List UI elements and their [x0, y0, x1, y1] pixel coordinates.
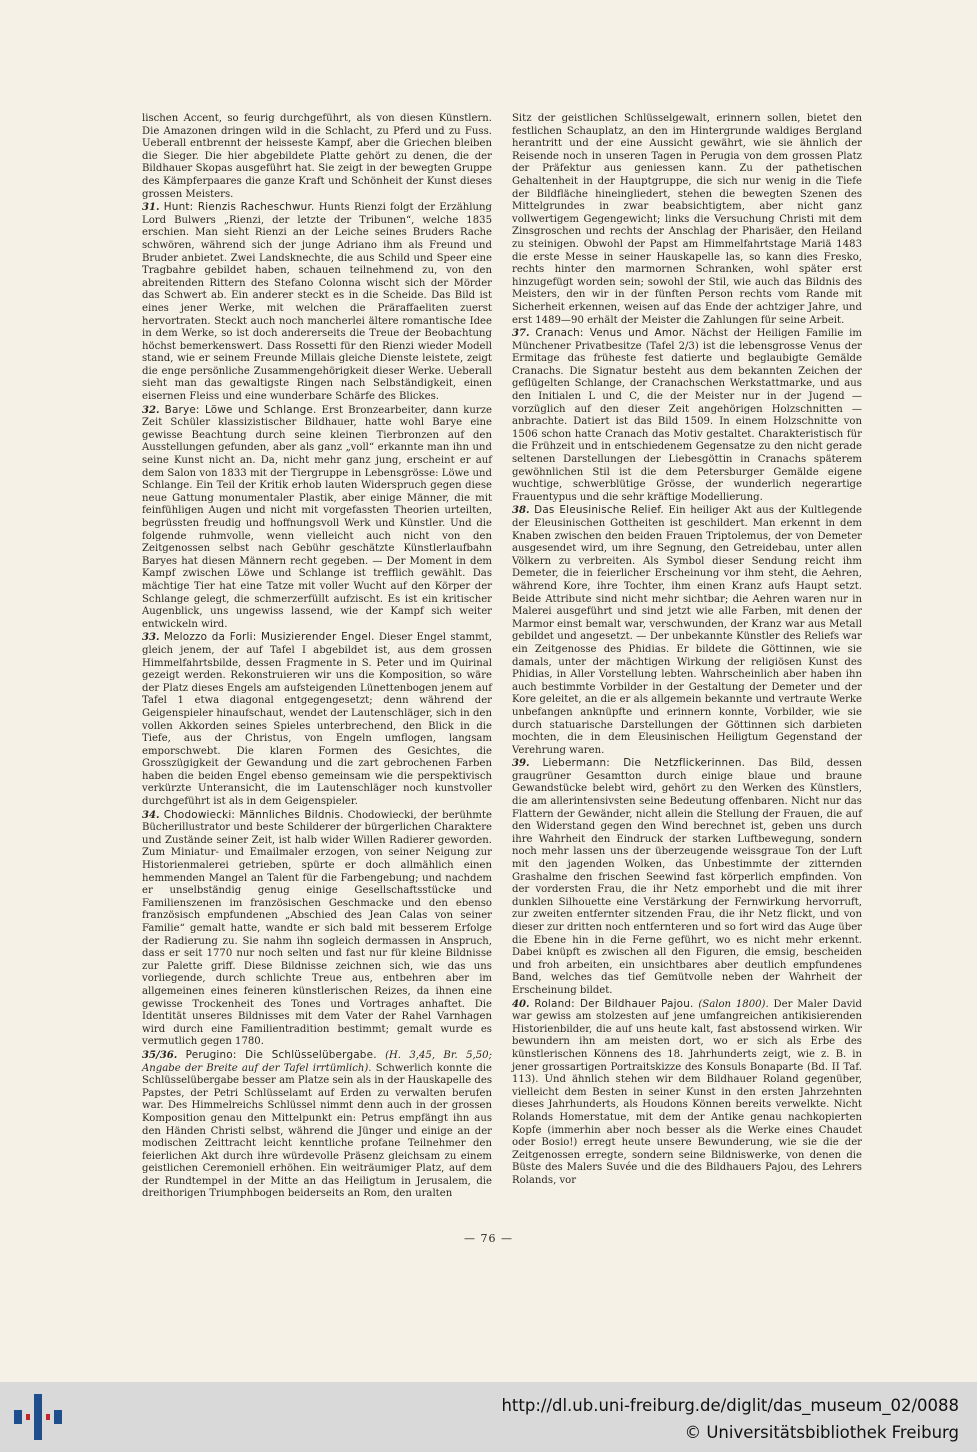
entry-heading: Hunt: Rienzis Racheschwur.: [163, 201, 315, 214]
entry-text: Der Maler David war gewiss am stolzesten auf jene umfangreichen antikisierenden Historienbilder, die auf uns heute kalt, fast abstossend wirken. Wir bewundern ihn am meisten dort, wo er sich als Erbe des künstlerischen Könnens des 18. Jahrhunderts zeigt, wie z. B. in jener grossartigen Portraitskizze des Konsuls Bonaparte (Bd. II Taf. 113). Und ähnlich stehen wir dem Bildhauer Roland gegenüber, vielleicht dem Besten in seiner Kunst in den ersten Jahrzehnten dieses Jahrhunderts, als Houdons Können bereits verwelkte. Nicht Rolands Homerstatue, mit dem der Antike genau nachkopierten Kopfe (immerhin aber noch besser als die Werke eines Chaudet oder Bosio!) erregt heute unsere Bewunderung, wie sie die der Zeitgenossen erregte, sondern seine Bildniswerke, von denen die Büste des Malers Suvée und die des Bildhauers Pajou, des Lehrers Rolands, vor: [512, 998, 862, 1186]
entry-number: 32.: [142, 404, 160, 416]
catalog-entry: [142, 404, 492, 632]
entry-heading: Das Eleusinische Relief.: [534, 504, 664, 517]
catalog-entry: [142, 631, 492, 808]
entry-meta: (H. 3,45, Br. 5,50; Angabe der Breite auf der Tafel irrtümlich).: [142, 1049, 492, 1074]
footer-bar: [0, 1382, 977, 1452]
entry-text: Nächst der Heiligen Familie im Münchener Privatbesitze (Tafel 2/3) ist die lebensgrosse Venus der Ermitage das früheste fest datierte und beglaubigte Gemälde Cranachs. Die Signatur besteht aus dem bekannten Zeichen der geflügelten Schlange, der Cranachschen Werkstattmarke, und aus den Initialen L und C, die der Meister nur in der Jugend — vorzüglich auf den dieser Zeit angehörigen Holzschnitten — anbrachte. Datiert ist das Bild 1509. In einem Holzschnitte von 1506 schon hatte Cranach das Motiv gestaltet. Charakteristisch für die Frühzeit und in entschiedenem Gegensatze zu den nicht gerade seltenen Darstellungen der Liebesgöttin in Cranachs späterem gewöhnlichen Stil ist die dem Petersburger Gemälde eigene wuchtige, schwerblütige Grösse, der wunderlich negerartige Frauentypus und die sehr kräftige Modellierung.: [512, 328, 862, 503]
left-intro-text: lischen Accent, so feurig durchgeführt, als von diesen Künstlern. Die Amazonen dringen wild in die Schlacht, zu Pferd und zu Fuss. Ueberall entbrennt der heisseste Kampf, aber die Griechen bleiben die Sieger. Die hier abgebildete Platte gehört zu denen, die der Bildhauer Skopas ausgeführt hat. Sie zeigt in der bewegten Gruppe des Kämpferpaares die ganze Kraft und Schönheit der Kunst dieses grossen Meisters.: [142, 113, 492, 200]
left-entries: [142, 201, 492, 1201]
entry-meta: (Salon 1800).: [698, 998, 769, 1010]
entry-text: Dieser Engel stammt, gleich jenem, der auf Tafel I abgebildet ist, aus dem grossen Himmelfahrtsbilde, dessen Fragmente in S. Peter und im Quirinal gezeigt werden. Rekonstruieren wir uns die Komposition, so wäre der Platz dieses Engels am aufsteigenden Lünettenbogen jenem auf Tafel 1 etwa diagonal entgegengesetzt; denn während der Geigenspieler hinaufschaut, wendet der Lautenschläger, sich in den vollen Akkorden seines Spieles unterbrechend, den Blick in die Tiefe, aus der Christus, von Engeln umflogen, langsam emporschwebt. Die klaren Formen des Gesichtes, die Grosszügigkeit der Gewandung und die zart gebrochenen Farben haben die beiden Engel ebenso gemeinsam wie die perspektivisch verkürzte Unteransicht, die im Lautenschläger noch kunstvoller durchgeführt ist als in dem Geigenspieler.: [142, 632, 492, 808]
entry-number: 35/36.: [142, 1049, 178, 1061]
copyright-text: © Universitätsbibliothek Freiburg: [684, 1423, 959, 1442]
entry-number: 34.: [142, 809, 160, 821]
entry-number: 38.: [512, 505, 530, 517]
catalog-entry: [512, 998, 862, 1188]
entry-text: Hunts Rienzi folgt der Erzählung Lord Bulwers „Rienzi, der letzte der Tribunen“, welche 1835 erschien. Man sieht Rienzi an der Leiche seines Bruders Rache schwören, während sich der junge Adriano ihm als Freund und Bruder anbietet. Zwei Landsknechte, die aus Schild und Speer eine Tragbahre gebildet haben, schauen teilnehmend zu, von den abreitenden Rittern des Stefano Colonna wischt sich der Mörder das Schwert ab. Ein anderer steckt es in die Scheide. Das Bild ist eines jener Werke, mit welchen die Präraffaeliten zuerst hervortraten. Steckt auch noch mancherlei ältere romantische Idee in dem Werke, so ist doch andererseits die Treue der Beobachtung höchst bemerkenswert. Dass Rossetti für den Rienzi wieder Modell stand, wie er seinem Freunde Millais gleiche Dienste leistete, zeigt die enge persönliche Zusammengehörigkeit dieser Werke. Ueberall sieht man das gewaltigste Ringen nach Selbständigkeit, einen eisernen Fleiss und eine wunderbare Schärfe des Blickes.: [142, 202, 492, 403]
entry-number: 37.: [512, 328, 530, 340]
right-intro-text: Sitz der geistlichen Schlüsselgewalt, erinnern sollen, bietet den festlichen Schauplatz, an den im Hintergrunde waldiges Bergland herantritt und der eine Aussicht gewährt, wie sie ähnlich der Reisende noch in unseren Tagen in Perugia von dem grossen Platz der Präfektur aus geniessen kann. Zu der pathetischen Gehaltenheit in der Hauptgruppe, die sich nur wenig in die Tiefe der Bildfläche hineingliedert, stehen die bewegten Szenen des Mittelgrundes in zwar beabsichtigtem, aber nicht ganz vollwertigem Gegengewicht; links die Versuchung Christi mit dem Zinsgroschen und rechts der Anschlag der Pharisäer, den Heiland zu steinigen. Obwohl der Papst am Himmelfahrtstage Mariä 1483 die erste Messe in seiner Hauskapelle las, so kann dies Fresko, rechts hinter den marmornen Schranken, wohl später erst hinzugefügt worden sein; sowohl der Stil, wie auch das Bildnis des Meisters, den wir in der fünften Person rechts vom Rande mit Sicherheit erkennen, weisen auf das Ende der achtziger Jahre, und erst 1489—90 erhält der Meister die Zahlungen für seine Arbeit.: [512, 113, 862, 326]
page-number: — 76 —: [464, 1232, 513, 1245]
catalog-entry: [142, 1049, 492, 1201]
entry-heading: Barye: Löwe und Schlange.: [164, 403, 317, 416]
entry-number: 40.: [512, 998, 530, 1010]
entry-text: Ein heiliger Akt aus der Kultlegende der Eleusinischen Gottheiten ist geschildert. Man erkennt in dem Knaben zwischen den beiden Frauen Triptolemus, der von Demeter ausgesendet wird, um ihre Segnung, den Getreidebau, unter allen Völkern zu verbreiten. Als Symbol dieser Sendung reicht ihm Demeter, die in feierlicher Erscheinung vor ihm steht, die Aehren, während Kore, ihre Tochter, ihm einen Kranz aufs Haupt setzt. Beide Attribute sind nicht mehr sichtbar; die Aehren waren nur in Malerei ausgeführt und sind jetzt wie alle Farben, mit denen der Marmor einst bemalt war, verschwunden, der Kranz war aus Metall gebildet und angesetzt. — Der unbekannte Künstler des Reliefs war ein Zeitgenosse des Phidias. Er bildete die Göttinnen, wie sie damals, unter der mächtigen Wirkung der religiösen Kunst des Phidias, in Aller Vorstellung lebten. Wahrscheinlich aber haben ihn auch bestimmte Vorbilder in der Gestaltung der Demeter und der Kore geleitet, an die er als allgemein bekannte und vertraute Werke unbefangen anknüpfte und erinnern konnte, Vorbilder, wie sie durch statuarische Darstellungen der Göttinnen sich darbieten mochten, die in dem Eleusinischen Heiligtum Gegenstand der Verehrung waren.: [512, 505, 863, 756]
right-column: [512, 113, 862, 1187]
catalog-entry: [512, 757, 862, 997]
ub-freiburg-logo-icon[interactable]: [14, 1394, 62, 1440]
catalog-entry: [512, 504, 862, 757]
catalog-entry: [142, 201, 492, 404]
catalog-entry: [512, 327, 862, 504]
entry-heading: Roland: Der Bildhauer Pajou.: [534, 997, 694, 1010]
left-column: [142, 113, 492, 1201]
entry-number: 33.: [142, 632, 160, 644]
entry-number: 39.: [512, 758, 530, 770]
entry-heading: Melozzo da Forli: Musizierender Engel.: [163, 631, 375, 644]
entry-heading: Chodowiecki: Männliches Bildnis.: [163, 808, 344, 821]
source-url-link[interactable]: http://dl.ub.uni-freiburg.de/diglit/das_museum_02/0088: [501, 1396, 959, 1415]
entry-text: Schwerlich konnte die Schlüsselübergabe besser am Platze sein als in der Hauskapelle des Papstes, der Petri Schlüsselamt auf Erden zu verwalten berufen war. Des Himmelreichs Schlüssel nimmt denn auch in der grossen Komposition genau den Mittelpunkt ein: Petrus empfängt ihn aus den Händen Christi selbst, während die Jünger und einige an der modischen Zeittracht leicht kenntliche profane Teilnehmer den feierlichen Akt durch ihre würdevolle Präsenz gleichsam zu einem geistlichen Ceremoniell erhöhen. Ein weiträumiger Platz, auf dem der Rundtempel in der Mitte an das Heiligtum in Jerusalem, die dreithorigen Triumphbogen beiderseits an Rom, den uralten: [142, 1062, 492, 1200]
entry-text: Erst Bronzearbeiter, dann kurze Zeit Schüler klassizistischer Bildhauer, hatte wohl Barye eine gewisse Beachtung durch seine kleinen Tierbronzen auf den Ausstellungen gefunden, aber als ganz „voll“ erkannte man ihn und seine Kunst nicht an. Da, nicht mehr ganz jung, erscheint er auf dem Salon von 1833 mit der Tiergruppe in Lebensgrösse: Löwe und Schlange. Ein Teil der Kritik erhob lauten Widerspruch gegen diese neue Gattung monumentaler Plastik, aber einige Männer, die mit feinfühligen Augen und nicht mit vorgefassten Theorien urteilten, begrüssten freudig und hoffnungsvoll Werk und Künstler. Und die folgende ruhmvolle, wenn vielleicht auch nicht von den Zeitgenossen selbst nach Gebühr geschätzte Künstlerlaufbahn Baryes hat diesen Männern recht gegeben. — Der Moment in dem Kampf zwischen Löwe und Schlange ist trefflich gewählt. Das mächtige Tier hat eine Tatze mit voller Wucht auf den Körper der Schlange gelegt, die schmerzerfüllt aufzischt. Es ist ein kritischer Augenblick, uns ungewiss lassend, wie der Kampf sich weiter entwickeln wird.: [142, 404, 492, 630]
entry-number: 31.: [142, 202, 160, 214]
entry-heading: Liebermann: Die Netzflickerinnen.: [542, 757, 746, 770]
right-entries: [512, 327, 862, 1187]
entry-text: Das Bild, dessen graugrüner Gesamtton durch einige blaue und braune Gewandstücke belebt wird, gehört zu den Werken des Künstlers, die am allerintensivsten seine Bedeutung offenbaren. Nicht nur das Flattern der Gewänder, nicht allein die Stellung der Frauen, die auf den Widerstand gegen den Wind berechnet ist, geben uns durch ihre Wahrheit den Eindruck der starken Luftbewegung, sondern noch mehr lassen uns der überzeugende weissgraue Ton der Luft mit den jagenden Wolken, das Unbestimmte der zitternden Grashalme den frischen Seewind fast körperlich empfinden. Von der vordersten Frau, die ihr Netz emporhebt und die mit ihrer dunklen Silhouette eine Verstärkung der Fernwirkung hervorruft, zur zweiten entfernter sitzenden Frau, die ihr Netz flickt, und von dieser zur dritten noch entfernteren und so fort wird das Auge über die Ebene hin in die Ferne geführt, wo es nicht mehr erkennt. Dabei knüpft es zwischen all den Figuren, die emsig, bescheiden und froh arbeiten, ein unsichtbares aber deutlich empfundenes Band, welches das tief Gemütvolle neben der Wahrheit der Erscheinung bildet.: [512, 758, 863, 996]
catalog-entry: [142, 809, 492, 1049]
entry-heading: Cranach: Venus und Amor.: [535, 327, 686, 340]
entry-text: Chodowiecki, der berühmte Bücherillustrator und beste Schilderer der bürgerlichen Charaktere und Zustände seiner Zeit, ist halb wider Willen Radierer geworden. Zum Miniatur- und Emailmaler erzogen, von seiner Neigung zur Historienmalerei getrieben, spürte er doch allmählich einen hemmenden Mangel an Talent für die Farbengebung; und nachdem er unselbständig genug einige Gesellschaftsstücke und Familienszenen im französischen Geschmacke und den ebenso französisch empfundenen „Abschied des Jean Calas von seiner Familie“ gemalt hatte, wandte er sich bald mit besserem Erfolge der Radierung zu. Sie nahm ihn sogleich dermassen in Anspruch, dass er seit 1770 nur noch selten und fast nur für kleine Bildnisse zur Palette griff. Diese Bildnisse zeichnen sich, wie das uns vorliegende, durch schlichte Treue aus, entbehren aber im allgemeinen eines feineren künstlerischen Reizes, da ihnen eine gewisse Trockenheit des Tones und Vortrages anhaftet. Die Identität unseres Bildnisses mit dem Vater der Rahel Varnhagen wird durch eine Familientradition bestimmt; gemalt wurde es vermutlich gegen 1780.: [142, 809, 492, 1048]
entry-heading: Perugino: Die Schlüsselübergabe.: [185, 1048, 377, 1061]
